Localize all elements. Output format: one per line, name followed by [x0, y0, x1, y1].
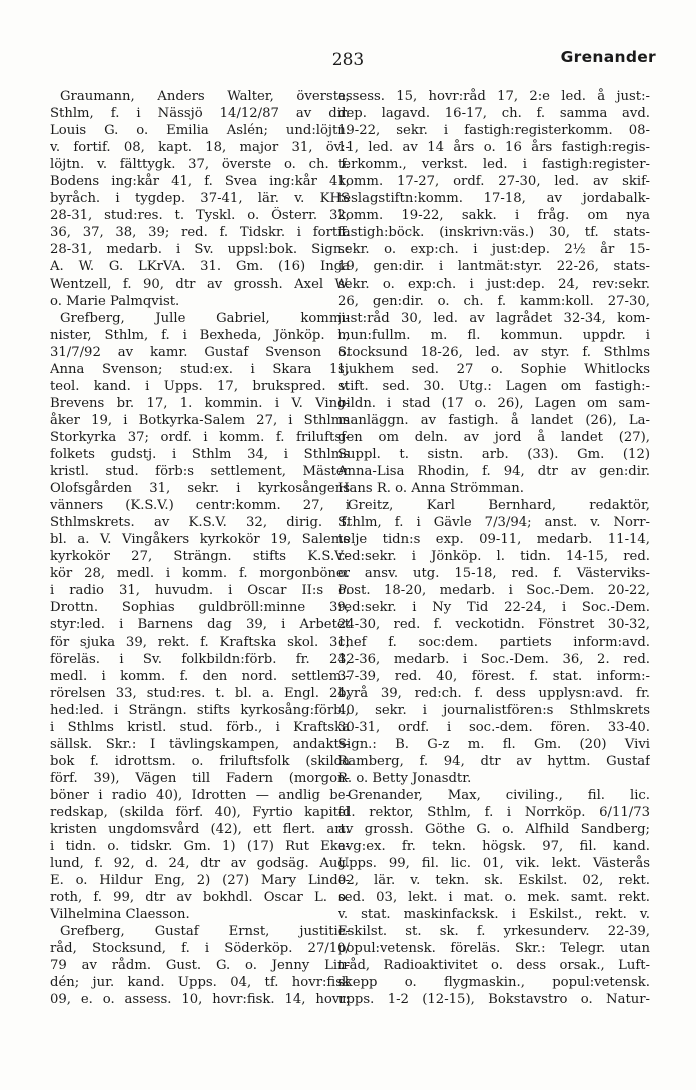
text-line: terkomm., verkst. led. i fastigh:register- [338, 157, 650, 173]
text-line: Vilhelmina Claesson. [50, 907, 190, 923]
text-line: böner i radio 40), Idrotten — andlig be- [50, 787, 350, 803]
text-line: nister, Sthlm, f. i Bexheda, Jönköp. l., [50, 327, 350, 343]
text-line: Drottn. Sophias guldbröll:minne 39, [50, 600, 350, 616]
text-line: i radio 31, huvudm. i Oscar II:s o. [50, 583, 350, 599]
text-line: teol. kand. i Upps. 17, brukspred. v. [50, 378, 350, 394]
text-line: Eskilst. st. sk. f. yrkesunderv. 22-39, [338, 924, 650, 940]
text-line: Sthlmskrets. av K.S.V. 32, dirig. f. [50, 515, 350, 531]
text-line: dep. lagavd. 16-17, ch. f. samma avd. [338, 106, 650, 122]
text-line: bl. a. V. Vingåkers kyrkokör 19, Salems [50, 532, 350, 548]
text-line: 28-31, stud:res. t. Tyskl. o. Österr. 32, [50, 208, 350, 224]
entry-start-line: Grefberg, Gustaf Ernst, justitie- [60, 924, 350, 940]
text-line: föreläs. i Sv. folkbildn:förb. fr. 24, [50, 651, 350, 667]
text-line: 31/7/92 av kamr. Gustaf Svenson o. [50, 344, 350, 360]
text-line: 19, gen:dir. i lantmät:styr. 22-26, stats- [338, 259, 650, 275]
text-line: 19-22, sekr. i fastigh:registerkomm. 08- [338, 123, 650, 139]
text-line: löjtn. v. fälttygk. 37, överste o. ch. f. [50, 157, 350, 173]
text-line: o. ansv. utg. 15-18, red. f. Västerviks- [338, 566, 650, 582]
text-line: 24-30, red. f. veckotidn. Fönstret 30-32, [338, 617, 650, 633]
text-line: 28-31, medarb. i Sv. uppsl:bok. Sign.: [50, 242, 350, 258]
text-line: kristl. stud. förb:s settlement, Mäster [50, 464, 350, 480]
text-line: Suppl. t. sistn. arb. (33). Gm. (12) [338, 446, 650, 462]
text-line: tråd, Radioaktivitet o. dess orsak., Luft- [338, 958, 650, 974]
text-line: 30-31, ordf. i soc.-dem. fören. 33-40. [338, 719, 650, 735]
text-line: komm. 19-22, sakk. i fråg. om nya [338, 208, 650, 224]
text-line: gen om deln. av jord å landet (27), [338, 429, 650, 445]
text-line: Anna-Lisa Rhodin, f. 94, dtr av gen:dir. [338, 464, 650, 480]
text-line: skepp o. flygmaskin., popul:vetensk. [338, 975, 650, 991]
text-line: hed:led. i Strängn. stifts kyrkosång:förb., [50, 702, 350, 718]
running-head: Grenander [560, 48, 656, 66]
text-line: just:råd 30, led. av lagrådet 32-34, kom- [338, 310, 650, 326]
text-line: red:sekr. i Ny Tid 22-24, i Soc.-Dem. [338, 600, 650, 616]
text-line: Anna Svenson; stud:ex. i Skara 11, [50, 361, 350, 377]
text-line: avg:ex. fr. tekn. högsk. 97, fil. kand. [338, 839, 650, 855]
entry-start-line: Greitz, Karl Bernhard, redaktör, [348, 498, 650, 514]
text-line: kyrkokör 27, Strängn. stifts K.S.V.- [50, 549, 350, 565]
text-line: Bodens ing:kår 41, f. Svea ing:kår 41, [50, 174, 350, 190]
text-line: Ramberg, f. 94, dtr av hyttm. Gustaf [338, 753, 650, 769]
text-line: v. fortif. 08, kapt. 18, major 31, öv:- [50, 140, 350, 156]
text-line: styr:led. i Barnens dag 39, i Arbetet [50, 617, 350, 633]
entry-start-line: Grenander, Max, civiling., fil. lic. [348, 787, 650, 803]
text-line: 11, led. av 14 års o. 16 års fastigh:regis- [338, 140, 650, 156]
text-line: upps. 1-2 (12-15), Bokstavstro o. Natur- [338, 992, 650, 1008]
text-line: Storkyrka 37; ordf. i komm. f. friluftsf- [50, 429, 350, 445]
text-line: byrå 39, red:ch. f. dess upplysn:avd. fr. [338, 685, 650, 701]
text-line: o. Marie Palmqvist. [50, 293, 180, 309]
text-line: komm. 17-27, ordf. 27-30, led. av skif- [338, 174, 650, 190]
text-line: chef f. soc:dem. partiets inform:avd. [338, 634, 650, 650]
text-line: redskap, (skilda förf. 40), Fyrtio kapitel [50, 804, 350, 820]
text-line: bildn. i stad (17 o. 26), Lagen om sam- [338, 395, 650, 411]
text-line: vänners (K.S.V.) centr:komm. 27, i [50, 498, 350, 514]
text-line: dén; jur. kand. Upps. 04, tf. hovr:fisk [50, 975, 350, 991]
text-line: 37-39, red. 40, förest. f. stat. inform:- [338, 668, 650, 684]
text-line: sjukhem sed. 27 o. Sophie Whitlocks [338, 361, 650, 377]
text-line: Brevens br. 17, 1. kommin. i V. Ving- [50, 395, 350, 411]
text-line: råd, Stocksund, f. i Söderköp. 27/10/ [50, 941, 350, 957]
text-line: 26, gen:dir. o. ch. f. kamm:koll. 27-30, [338, 293, 650, 309]
text-line: sed. 03, lekt. i mat. o. mek. samt. rekt. [338, 890, 650, 906]
text-line: förf. 39), Vägen till Fadern (morgon- [50, 770, 350, 786]
text-line: rörelsen 33, stud:res. t. bl. a. Engl. 24, [50, 685, 350, 701]
text-line: roth, f. 99, dtr av bokhdl. Oscar L. o. [50, 890, 350, 906]
text-line: assess. 15, hovr:råd 17, 2:e led. å just:- [338, 89, 650, 104]
text-line: R. o. Betty Jonasdtr. [338, 770, 472, 786]
text-line: telje tidn:s exp. 09-11, medarb. 11-14, [338, 532, 650, 548]
text-line: mun:fullm. m. fl. kommun. uppdr. i [338, 327, 650, 343]
right-column [338, 88, 650, 1009]
text-line: sekr. o. exp:ch. i just:dep. 24, rev:sekr. [338, 276, 650, 292]
text-line: av grossh. Göthe G. o. Alfhild Sandberg; [338, 822, 650, 838]
text-line: Louis G. o. Emilia Aslén; und:löjtn. [50, 123, 350, 139]
text-line: Olofsgården 31, sekr. i kyrkosångens [50, 481, 350, 497]
text-line: medl. i komm. f. den nord. settlem:- [50, 668, 350, 684]
text-line: manläggn. av fastigh. å landet (26), La- [338, 412, 650, 428]
text-line: red:sekr. i Jönköp. l. tidn. 14-15, red. [338, 549, 650, 565]
text-line: A. W. G. LKrVA. 31. Gm. (16) Inga [50, 259, 350, 275]
text-line: för sjuka 39, rekt. f. Kraftska skol. 31, [50, 634, 350, 650]
entry-start-line: Graumann, Anders Walter, överste, [60, 89, 350, 104]
text-line: 36, 37, 38, 39; red. f. Tidskr. i fortif. [50, 225, 350, 241]
text-line: fd. rektor, Sthlm, f. i Norrköp. 6/11/73 [338, 804, 650, 820]
entry-start-line: Grefberg, Julle Gabriel, kommi- [60, 310, 350, 326]
text-line: 32-36, medarb. i Soc.-Dem. 36, 2. red. [338, 651, 650, 667]
text-line: i tidn. o. tidskr. Gm. 1) (17) Rut Eke- [50, 839, 350, 855]
text-line: Stocksund 18-26, led. av styr. f. Sthlms [338, 344, 650, 360]
text-line: 40, sekr. i journalistfören:s Sthlmskrets [338, 702, 650, 718]
text-line: stift. sed. 30. Utg.: Lagen om fastigh:- [338, 378, 650, 394]
text-line: 79 av rådm. Gust. G. o. Jenny Lin- [50, 958, 350, 974]
left-column [50, 88, 350, 1009]
text-line: E. o. Hildur Eng, 2) (27) Mary Linde- [50, 873, 350, 889]
text-line: Upps. 99, fil. lic. 01, vik. lekt. Västerås [338, 856, 650, 872]
text-line: Hans R. o. Anna Strömman. [338, 481, 524, 497]
text-line: teslagstiftn:komm. 17-18, av jordabalk- [338, 191, 650, 207]
text-line: fastigh:böck. (inskrivn:väs.) 30, tf. stats- [338, 225, 650, 241]
text-line: kör 28, medl. i komm. f. morgonböner [50, 566, 350, 582]
page-number: 283 [331, 50, 365, 70]
text-line: popul:vetensk. föreläs. Skr.: Telegr. utan [338, 941, 650, 957]
text-line: sällsk. Skr.: I tävlingskampen, andakts- [50, 736, 350, 752]
text-line: åker 19, i Botkyrka-Salem 27, i Sthlms [50, 412, 350, 428]
text-line: Sthlm, f. i Gävle 7/3/94; anst. v. Norr- [338, 515, 650, 531]
text-line: folkets gudstj. i Sthlm 34, i Sthlms [50, 446, 350, 462]
text-line: i Sthlms kristl. stud. förb., i Kraftska [50, 719, 350, 735]
text-line: byråch. i tygdep. 37-41, lär. v. KHS [50, 191, 350, 207]
text-line: kristen ungdomsvård (42), ett flert. art. [50, 822, 350, 838]
text-line: Post. 18-20, medarb. i Soc.-Dem. 20-22, [338, 583, 650, 599]
text-line: 09, e. o. assess. 10, hovr:fisk. 14, hovr: [50, 992, 350, 1008]
text-line: v. stat. maskinfacksk. i Eskilst., rekt. v. [338, 907, 650, 923]
text-line: Sthlm, f. i Nässjö 14/12/87 av dir. [50, 106, 350, 122]
text-line: 02, lär. v. tekn. sk. Eskilst. 02, rekt. [338, 873, 650, 889]
text-line: lund, f. 92, d. 24, dtr av godsäg. Aug. [50, 856, 350, 872]
text-line: sekr. o. exp:ch. i just:dep. 2½ år 15- [338, 242, 650, 258]
text-line: Sign.: B. G-z m. fl. Gm. (20) Vivi [338, 736, 650, 752]
text-line: bok f. idrottsm. o. friluftsfolk (skilda [50, 753, 350, 769]
text-line: Wentzell, f. 90, dtr av grossh. Axel W. [50, 276, 350, 292]
